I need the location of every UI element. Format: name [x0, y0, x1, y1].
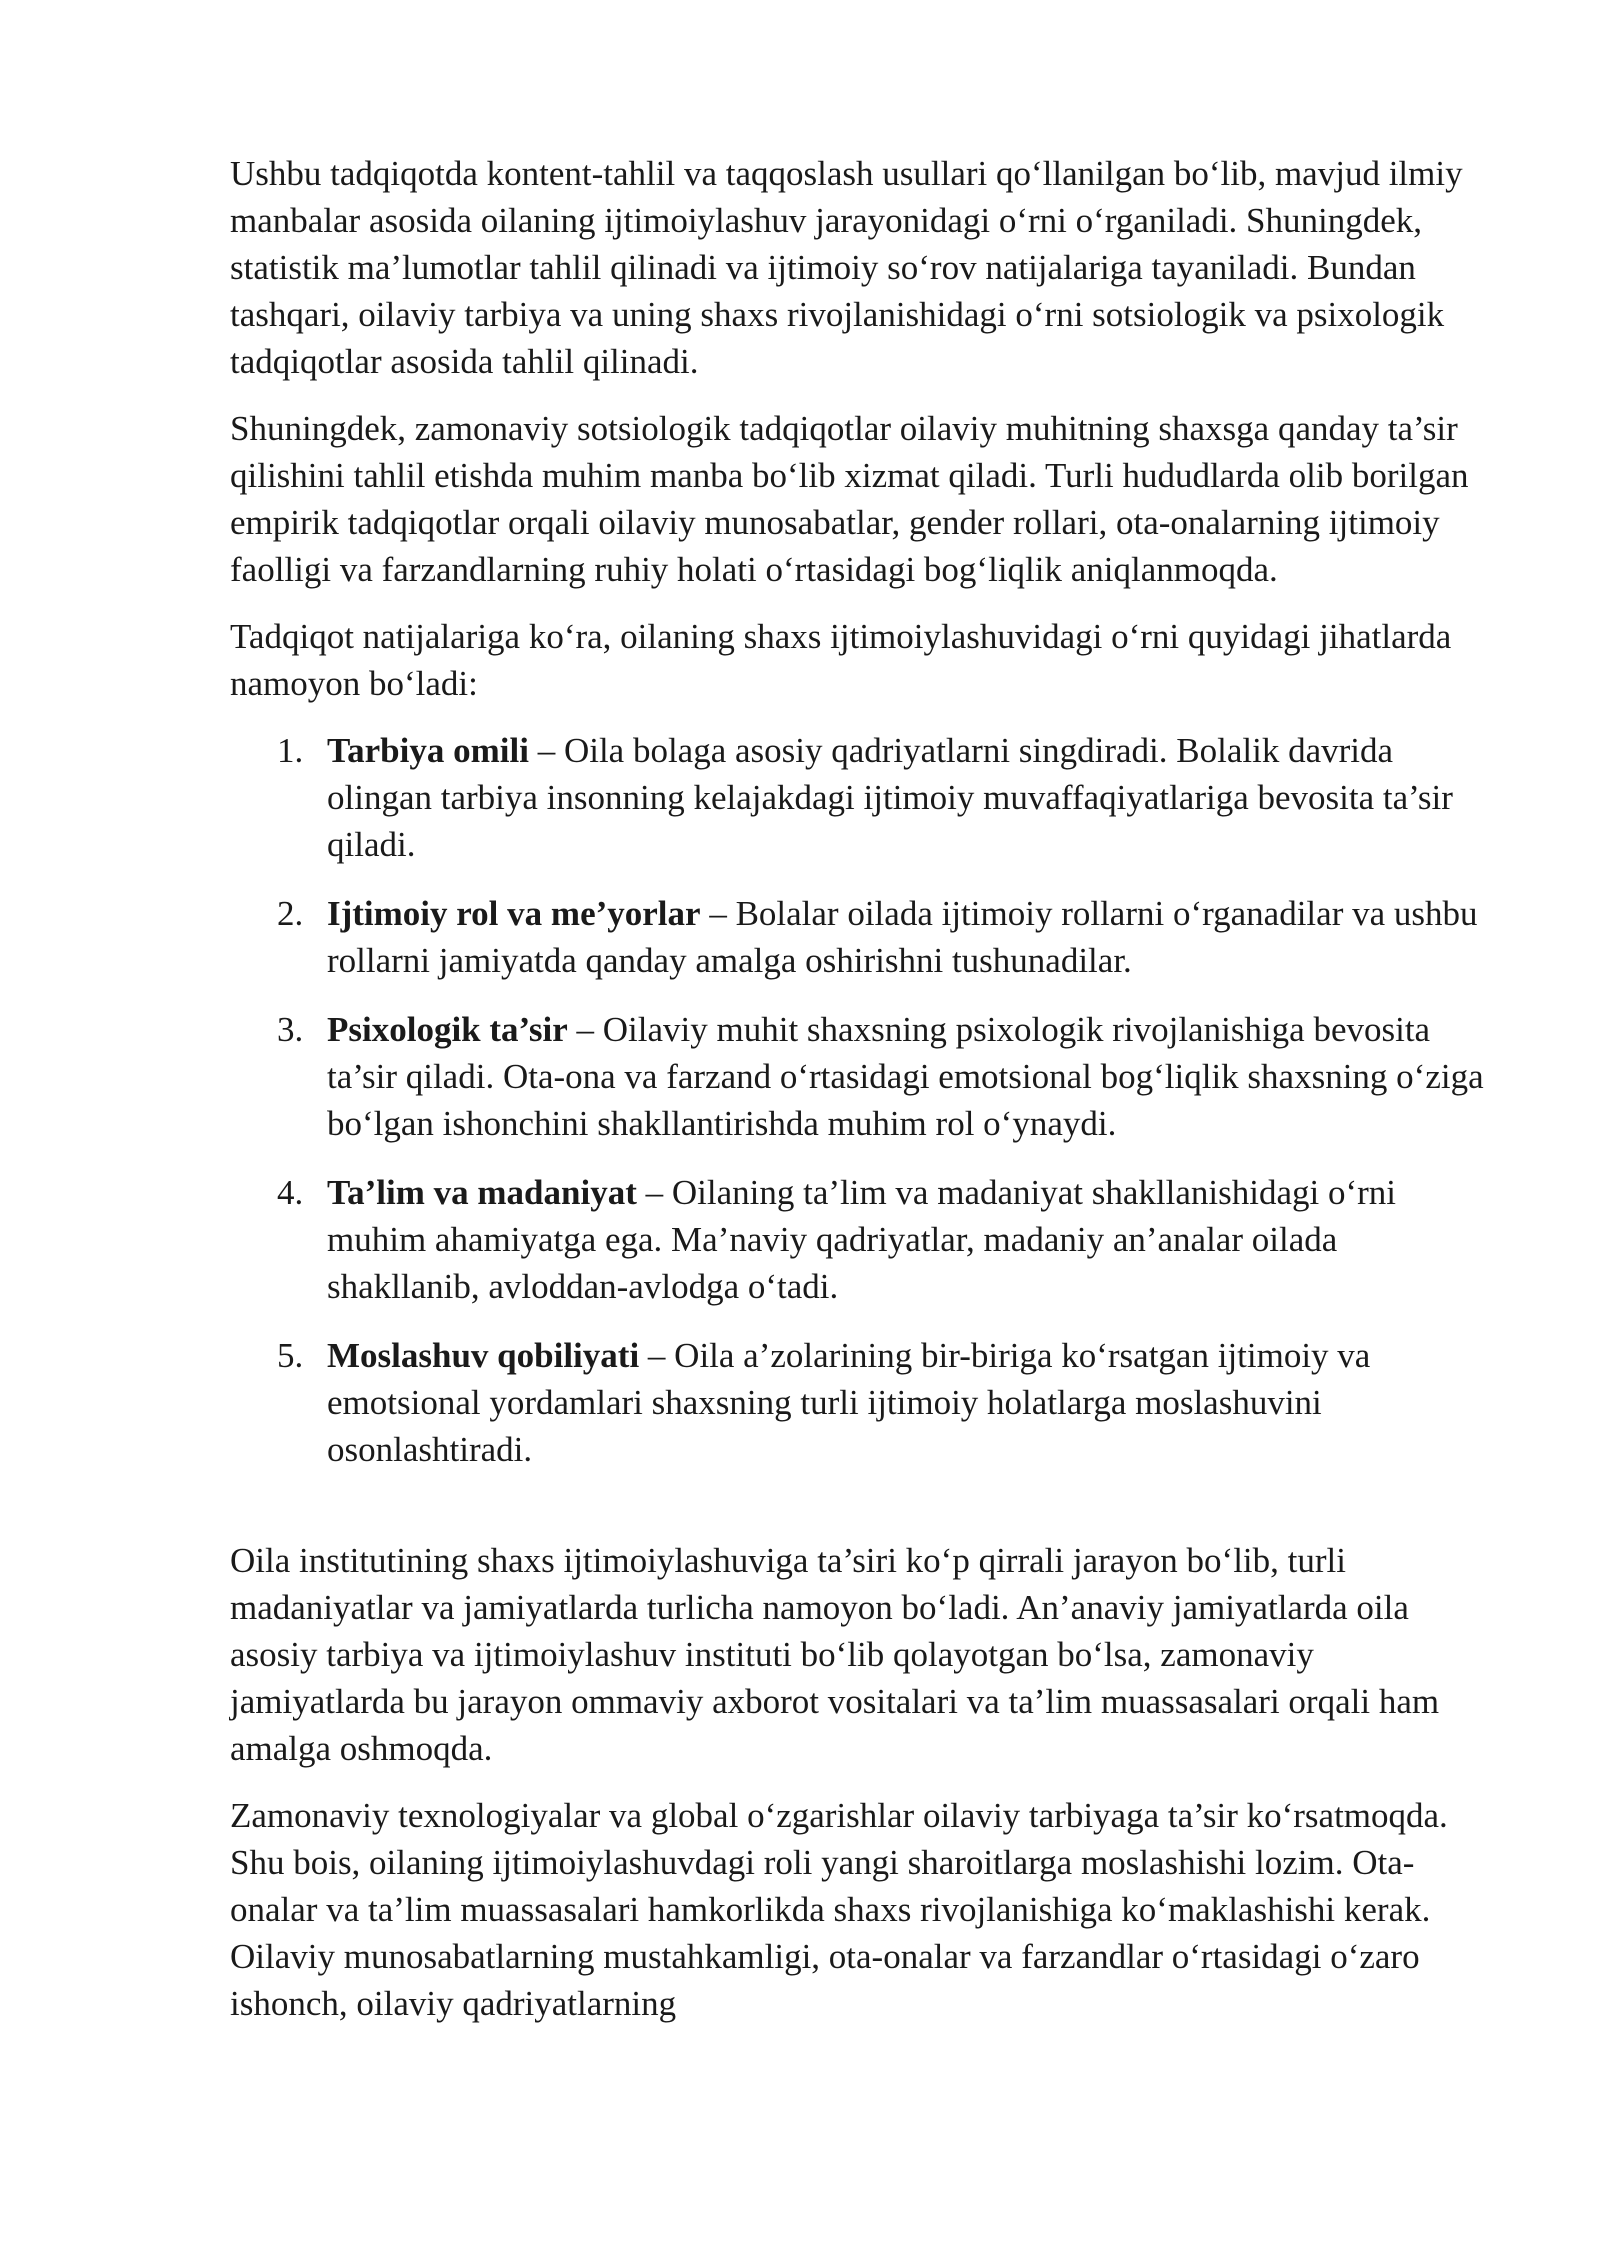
list-item-term: Psixologik ta’sir	[327, 1010, 568, 1049]
paragraph-modern-technologies: Zamonaviy texnologiyalar va global o‘zgarishlar oilaviy tarbiyaga ta’sir ko‘rsatmoqda. Shu bois, oilaning ijtimoiylashuvdagi roli yangi sharoitlarga moslashishi lozim. Ota-onalar va ta’lim muassasalari hamkorlikda shaxs rivojlanishiga ko‘maklashishi kerak. Oilaviy munosabatlarning mustahkamligi, ota-onalar va farzandlar o‘rtasidagi o‘zaro ishonch, oilaviy qadriyatlarning	[230, 1796, 1448, 2023]
paragraph-sociological-studies: Shuningdek, zamonaviy sotsiologik tadqiqotlar oilaviy muhitning shaxsga qanday ta’sir qilishini tahlil etishda muhim manba bo‘lib xizmat qiladi. Turli hududlarda olib borilgan empirik tadqiqotlar orqali oilaviy munosabatlar, gender rollari, ota-onalarning ijtimoiy faolligi va farzandlarning ruhiy holati o‘rtasidagi bog‘liqlik aniqlanmoqda.	[230, 409, 1469, 589]
list-item-number: 3.	[277, 1010, 304, 1049]
section-gap	[230, 1495, 1495, 1537]
list-item-number: 4.	[277, 1173, 304, 1212]
list-item	[277, 1006, 1495, 1147]
list-item-number: 5.	[277, 1336, 304, 1375]
list-item-text: – Oilaviy muhit shaxsning psixologik rivojlanishiga bevosita ta’sir qiladi. Ota-ona va farzand o‘rtasidagi emotsional bog‘liqlik shaxsning o‘ziga bo‘lgan ishonchini shakllantirishda muhim rol o‘ynaydi.	[327, 1010, 1484, 1143]
list-item	[277, 1332, 1495, 1473]
paragraph-methods: Ushbu tadqiqotda kontent-tahlil va taqqoslash usullari qo‘llanilgan bo‘lib, mavjud ilmiy manbalar asosida oilaning ijtimoiylashuv jarayonidagi o‘rni o‘rganiladi. Shuningdek, statistik ma’lumotlar tahlil qilinadi va ijtimoiy so‘rov natijalariga tayaniladi. Bundan tashqari, oilaviy tarbiya va uning shaxs rivojlanishidagi o‘rni sotsiologik va psixologik tadqiqotlar asosida tahlil qilinadi.	[230, 154, 1463, 381]
list-item-text: – Bolalar oilada ijtimoiy rollarni o‘rganadilar va ushbu rollarni jamiyatda qanday amalga oshirishni tushunadilar.	[327, 894, 1478, 980]
list-item-term: Moslashuv qobiliyati	[327, 1336, 640, 1375]
list-item-term: Ta’lim va madaniyat	[327, 1173, 637, 1212]
list-item	[277, 1169, 1495, 1310]
list-item-number: 1.	[277, 731, 304, 770]
list-item-term: Tarbiya omili	[327, 731, 529, 770]
numbered-list	[230, 727, 1495, 1473]
list-item	[277, 727, 1495, 868]
list-item-number: 2.	[277, 894, 304, 933]
paragraph-family-institution: Oila institutining shaxs ijtimoiylashuviga ta’siri ko‘p qirrali jarayon bo‘lib, turli madaniyatlar va jamiyatlarda turlicha namoyon bo‘ladi. An’anaviy jamiyatlarda oila asosiy tarbiya va ijtimoiylashuv instituti bo‘lib qolayotgan bo‘lsa, zamonaviy jamiyatlarda bu jarayon ommaviy axborot vositalari va ta’lim muassasalari orqali ham amalga oshmoqda.	[230, 1541, 1440, 1768]
list-item-text: – Oila a’zolarining bir-biriga ko‘rsatgan ijtimoiy va emotsional yordamlari shaxsning turli ijtimoiy holatlarga moslashuvini osonlashtiradi.	[327, 1336, 1371, 1469]
list-item-text: – Oila bolaga asosiy qadriyatlarni singdiradi. Bolalik davrida olingan tarbiya insonning kelajakdagi ijtimoiy muvaffaqiyatlariga bevosita ta’sir qiladi.	[327, 731, 1453, 864]
document-page	[230, 150, 1495, 2047]
paragraph-results-intro: Tadqiqot natijalariga ko‘ra, oilaning shaxs ijtimoiylashuvidagi o‘rni quyidagi jihatlarda namoyon bo‘ladi:	[230, 617, 1452, 703]
list-item	[277, 890, 1495, 984]
list-item-term: Ijtimoiy rol va me’yorlar	[327, 894, 701, 933]
list-item-text: – Oilaning ta’lim va madaniyat shakllanishidagi o‘rni muhim ahamiyatga ega. Ma’naviy qadriyatlar, madaniy an’analar oilada shakllanib, avloddan-avlodga o‘tadi.	[327, 1173, 1396, 1306]
